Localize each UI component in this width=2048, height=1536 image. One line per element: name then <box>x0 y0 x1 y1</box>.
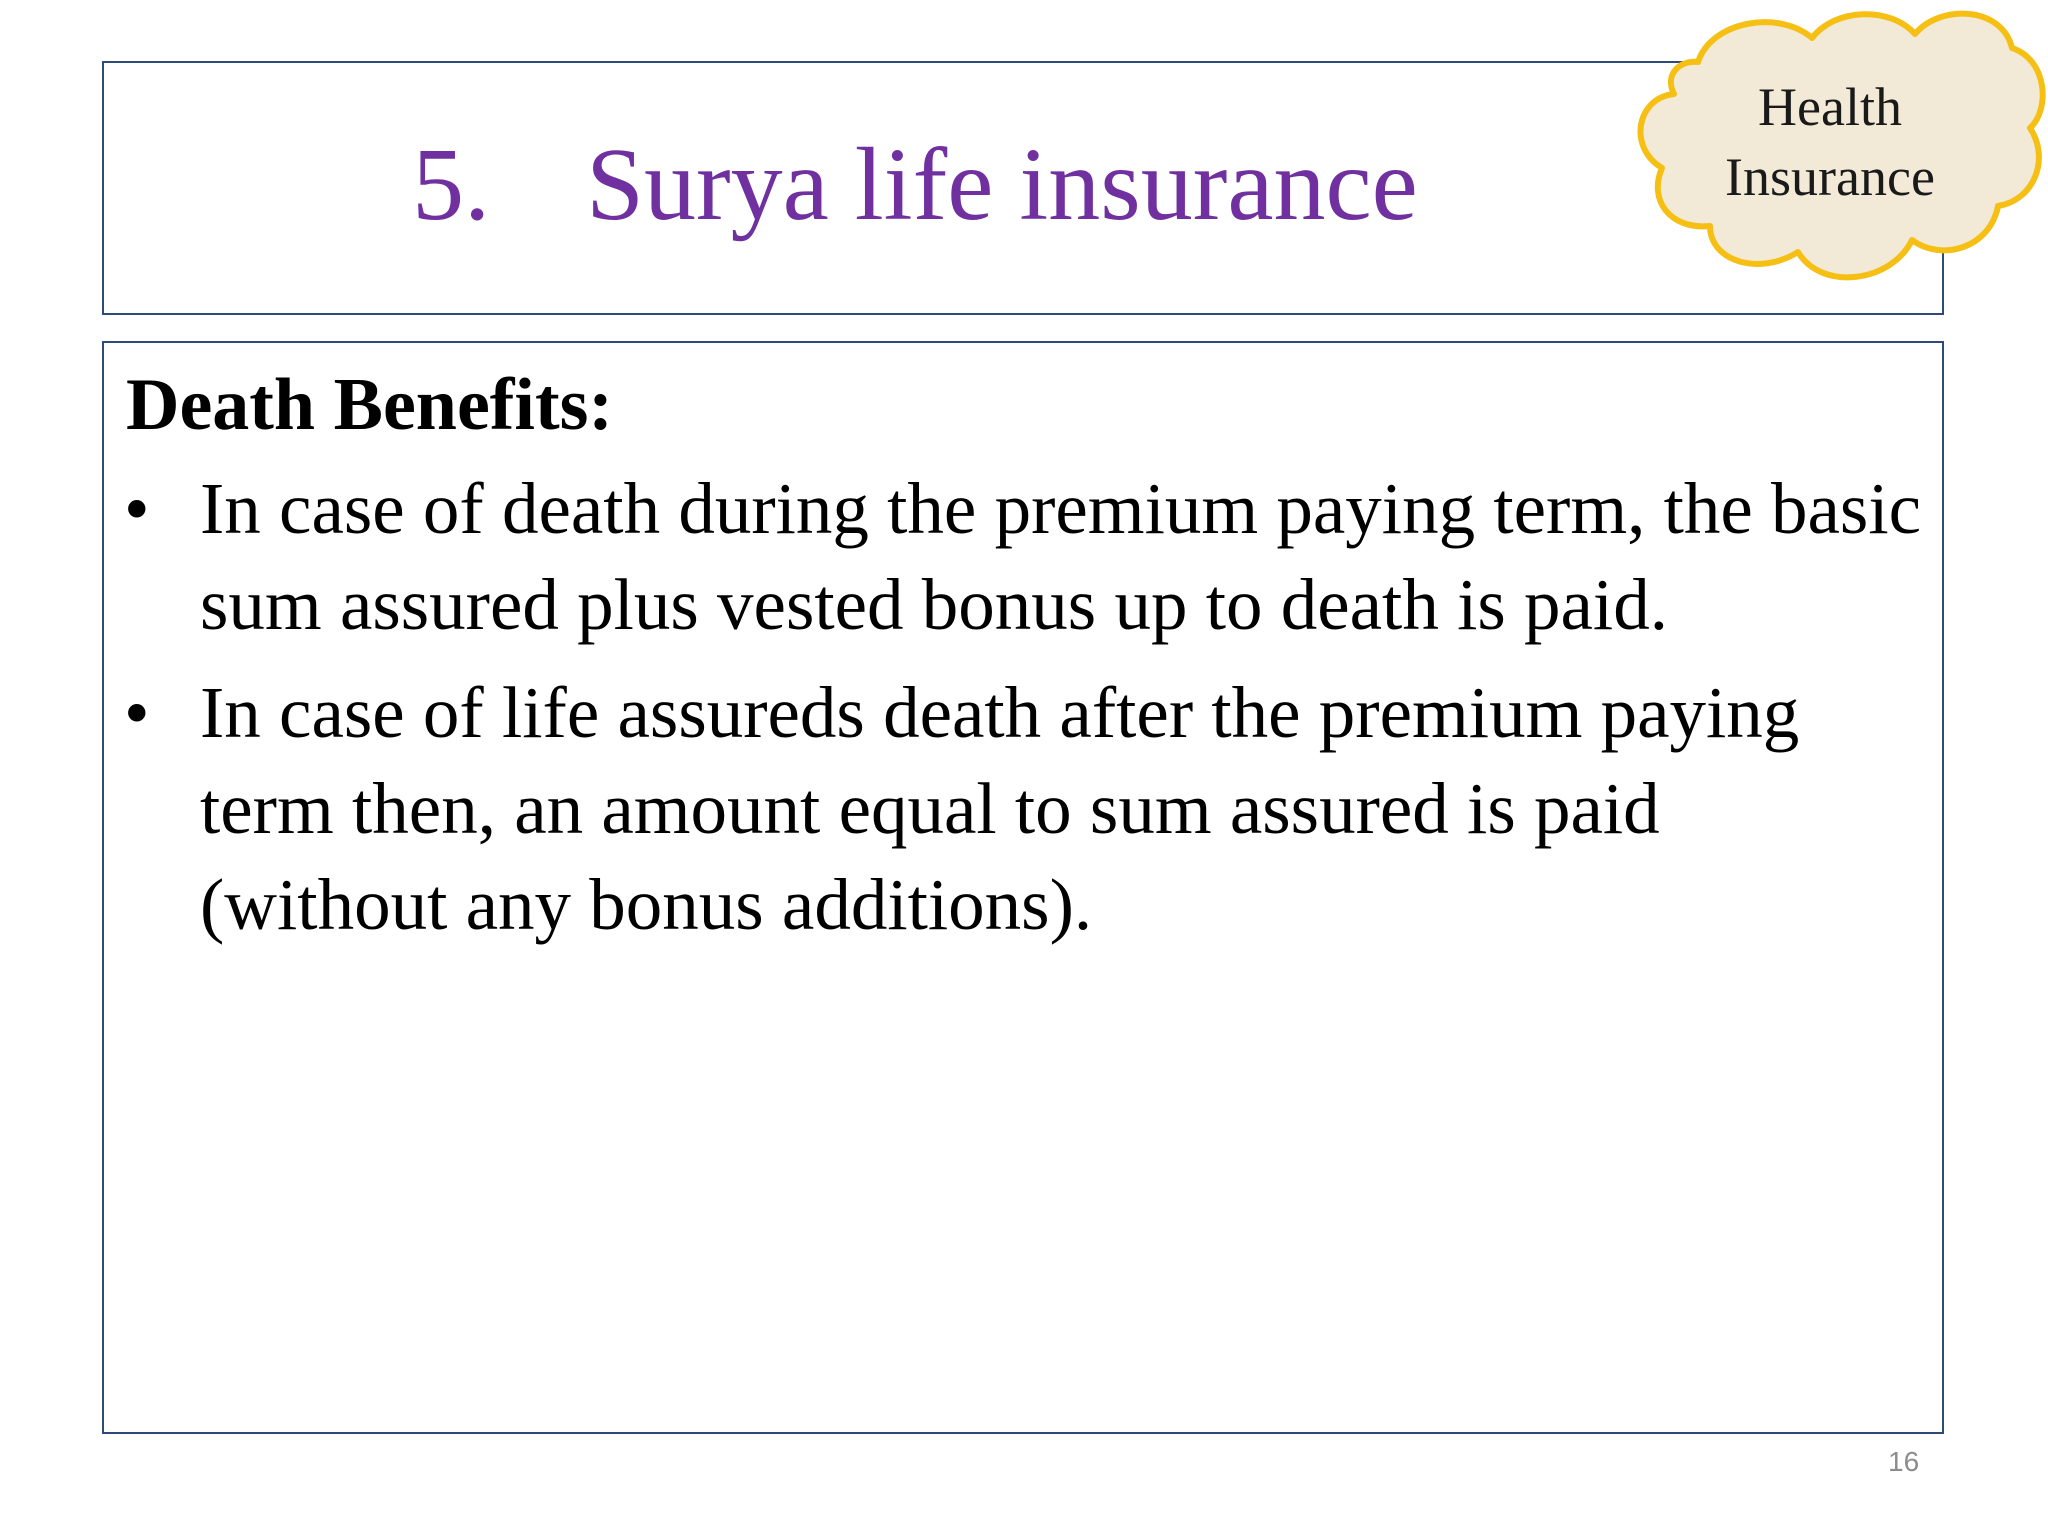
bullet-text-2: In case of life assureds death after the premium paying term then, an amount equal to sum assured is paid (without any bonus additions). <box>200 672 1800 945</box>
title-text: Surya life insurance <box>586 127 1418 242</box>
slide-title <box>0 63 1836 317</box>
content-box <box>102 341 1944 1434</box>
bullet-icon: • <box>124 468 150 549</box>
badge-line-2: Insurance <box>1725 147 1935 207</box>
bullet-icon: • <box>124 672 150 753</box>
bullet-text-1: In case of death during the premium paying term, the basic sum assured plus vested bonus up to death is paid. <box>200 468 1922 645</box>
page-number: 16 <box>1888 1446 1920 1477</box>
cloud-badge-label <box>1700 72 1960 212</box>
badge-line-1: Health <box>1758 77 1902 137</box>
bullet-list <box>124 461 1924 965</box>
title-number: 5. <box>412 127 491 242</box>
bullet-item-2 <box>124 665 1924 953</box>
bullet-item-1 <box>124 461 1924 653</box>
section-heading: Death Benefits: <box>126 364 614 446</box>
